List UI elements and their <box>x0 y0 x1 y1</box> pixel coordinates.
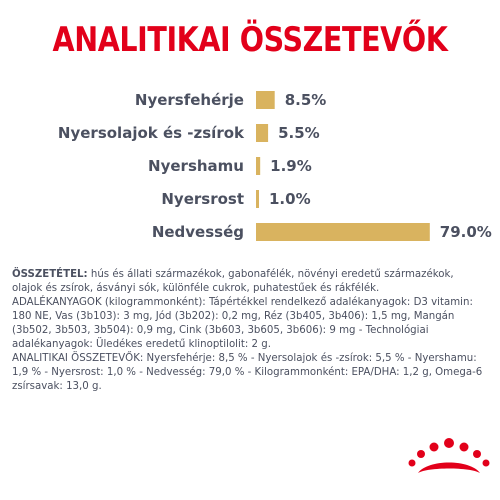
value-label-nedvesseg: 79.0% <box>439 223 492 241</box>
bar-nyersolajok-es-zsirok <box>256 124 268 142</box>
category-label-nyersfeherje: Nyersfehérje <box>134 91 244 109</box>
composition-heading: ÖSSZETÉTEL: <box>12 269 88 280</box>
value-label-nyersolajok-es-zsirok: 5.5% <box>278 124 320 142</box>
page-title: ANALITIKAI ÖSSZETEVŐK <box>52 20 448 60</box>
bar-nyershamu <box>256 157 260 175</box>
value-label-nyershamu: 1.9% <box>270 157 312 175</box>
bar-nyersrost <box>256 190 259 208</box>
additives-paragraph: ADALÉKANYAGOK (kilogrammonként): Tápértékkel rendelkező adalékanyagok: D3 vitamin: 180 NE, Vas (3b103): 3 mg, Jód (3b202): 0,2 mg, Réz (3b405, 3b406): 1,5 mg, Mangán (3b502, 3b503, 3b504): 0,9 mg, Cink (3b603, 3b605, 3b606): 9 mg - Technológiai adalékanyagok: Üledékes eredetű klinoptilolit: 2 g. <box>12 297 473 350</box>
analytical-bar-chart <box>0 80 500 250</box>
bar-nyersfeherje <box>256 91 275 109</box>
category-label-nedvesseg: Nedvesség <box>151 223 244 241</box>
bar-nedvesseg <box>256 223 430 241</box>
value-label-nyersrost: 1.0% <box>269 190 311 208</box>
royal-canin-crown-icon <box>408 437 490 477</box>
category-label-nyersolajok-es-zsirok: Nyersolajok és -zsírok <box>57 124 244 142</box>
value-label-nyersfeherje: 8.5% <box>284 91 327 109</box>
composition-text <box>12 268 486 394</box>
category-label-nyersrost: Nyersrost <box>161 190 244 208</box>
composition-paragraph <box>12 268 486 296</box>
composition-ingredients: hús és állati származékok, gabonafélék, növényi eredetű származékok, olajok és zsírok, ásványi sók, különféle cukrok, puhatestűek és rákfélék. <box>12 269 454 294</box>
analytical-paragraph: ANALITIKAI ÖSSZETEVŐK: Nyersfehérje: 8,5 % - Nyersolajok és -zsírok: 5,5 % - Nyershamu: 1,9 % - Nyersrost: 1,0 % - Nedvesség: 79,0 % - Kilogrammonként: EPA/DHA: 1,2 g, Omega-6 zsírsavak: 13,0 g. <box>12 353 483 392</box>
category-label-nyershamu: Nyershamu <box>148 157 244 175</box>
